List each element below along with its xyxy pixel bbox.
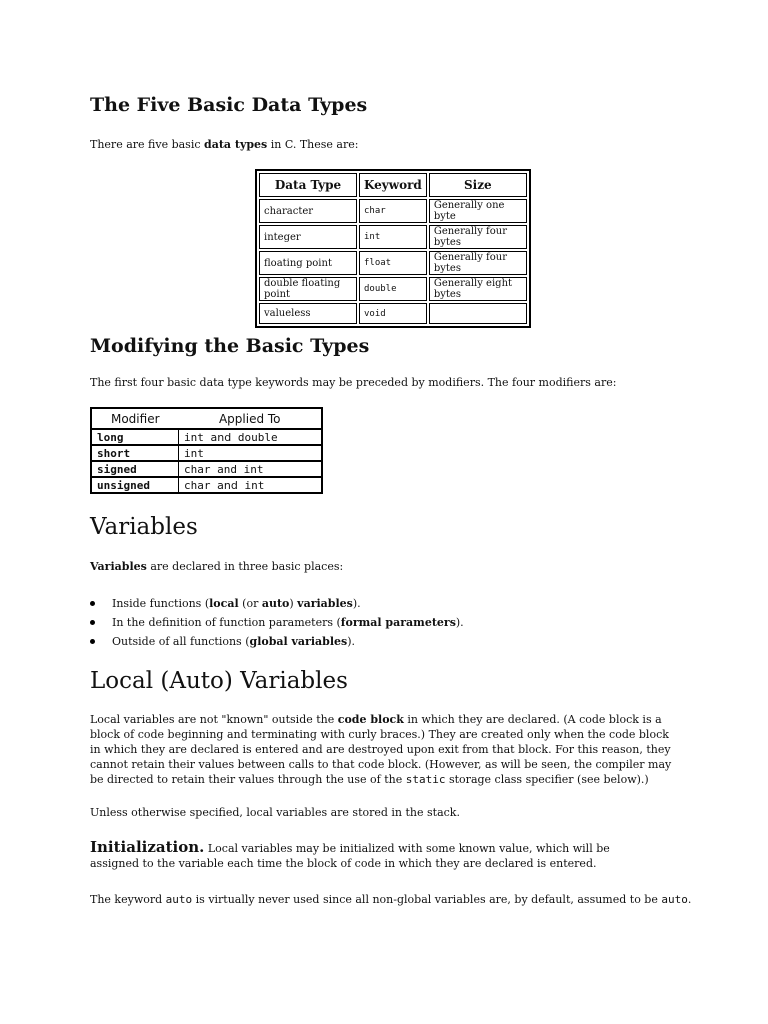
applied-to-cell: char and int bbox=[179, 461, 323, 477]
list-item: Inside functions (local (or auto) variables). bbox=[112, 594, 464, 613]
table-header: Keyword bbox=[359, 173, 427, 197]
bullet-icon bbox=[90, 601, 95, 606]
modifier-cell: short bbox=[91, 445, 179, 461]
table-cell: double bbox=[359, 277, 427, 301]
list-item: In the definition of function parameters (formal parameters). bbox=[112, 613, 464, 632]
table-cell-empty bbox=[429, 303, 527, 324]
table-cell: double floating point bbox=[259, 277, 357, 301]
table-cell: Generally four bytes bbox=[429, 225, 527, 249]
heading-local-variables: Local (Auto) Variables bbox=[90, 668, 348, 694]
table-row bbox=[259, 251, 527, 275]
modifier-cell: unsigned bbox=[91, 477, 179, 493]
table-cell: void bbox=[359, 303, 427, 324]
table-cell: Generally one byte bbox=[429, 199, 527, 223]
table-row bbox=[259, 303, 527, 324]
table-header: Modifier bbox=[91, 408, 179, 429]
stack-paragraph: Unless otherwise specified, local variables are stored in the stack. bbox=[90, 806, 460, 819]
local-variables-paragraph: Local variables are not "known" outside the code block in which they are declared. (A code block is a block of code beginning and terminating with curly braces.) They are created only when the code block in which they are declared is entered and are destroyed upon exit from that block. For this reason, they cannot retain their values between calls to that code block. (However, as will be seen, the compiler may be directed to retain their values through the use of the static storage class specifier (see below).) bbox=[90, 713, 672, 786]
table-row bbox=[91, 445, 322, 461]
table-row bbox=[91, 429, 322, 445]
table-cell: integer bbox=[259, 225, 357, 249]
table-cell: Generally four bytes bbox=[429, 251, 527, 275]
applied-to-cell: int bbox=[179, 445, 323, 461]
variables-intro: Variables are declared in three basic places: bbox=[90, 560, 344, 573]
initialization-paragraph: Initialization. Local variables may be initialized with some known value, which will be assigned to the variable each time the block of code in which they are declared is entered. bbox=[90, 838, 610, 870]
table-cell: float bbox=[359, 251, 427, 275]
table-header-row bbox=[91, 408, 322, 429]
list-item: Outside of all functions (global variables). bbox=[112, 632, 464, 651]
table-row bbox=[259, 225, 527, 249]
modifiers-intro: The first four basic data type keywords may be preceded by modifiers. The four modifiers are: bbox=[90, 376, 617, 389]
types-intro: There are five basic data types in C. These are: bbox=[90, 138, 359, 151]
table-row bbox=[91, 477, 322, 493]
heading-five-basic-types: The Five Basic Data Types bbox=[90, 94, 368, 116]
applied-to-cell: char and int bbox=[179, 477, 323, 493]
modifier-cell: long bbox=[91, 429, 179, 445]
table-cell: valueless bbox=[259, 303, 357, 324]
table-row bbox=[91, 461, 322, 477]
table-row bbox=[259, 199, 527, 223]
auto-keyword-paragraph: The keyword auto is virtually never used since all non-global variables are, by default, assumed to be auto. bbox=[90, 893, 692, 906]
table-header: Applied To bbox=[179, 408, 323, 429]
table-header-row bbox=[259, 173, 527, 197]
table-cell: char bbox=[359, 199, 427, 223]
modifiers-table bbox=[90, 407, 323, 494]
variable-places-list bbox=[90, 594, 464, 651]
table-cell: floating point bbox=[259, 251, 357, 275]
heading-modifying-types: Modifying the Basic Types bbox=[90, 335, 370, 357]
bullet-icon bbox=[90, 620, 95, 625]
table-cell: character bbox=[259, 199, 357, 223]
modifier-cell: signed bbox=[91, 461, 179, 477]
data-types-table bbox=[255, 169, 531, 328]
table-header: Size bbox=[429, 173, 527, 197]
table-row bbox=[259, 277, 527, 301]
applied-to-cell: int and double bbox=[179, 429, 323, 445]
heading-variables: Variables bbox=[90, 514, 198, 540]
table-cell: Generally eight bytes bbox=[429, 277, 527, 301]
bullet-icon bbox=[90, 639, 95, 644]
table-cell: int bbox=[359, 225, 427, 249]
table-header: Data Type bbox=[259, 173, 357, 197]
